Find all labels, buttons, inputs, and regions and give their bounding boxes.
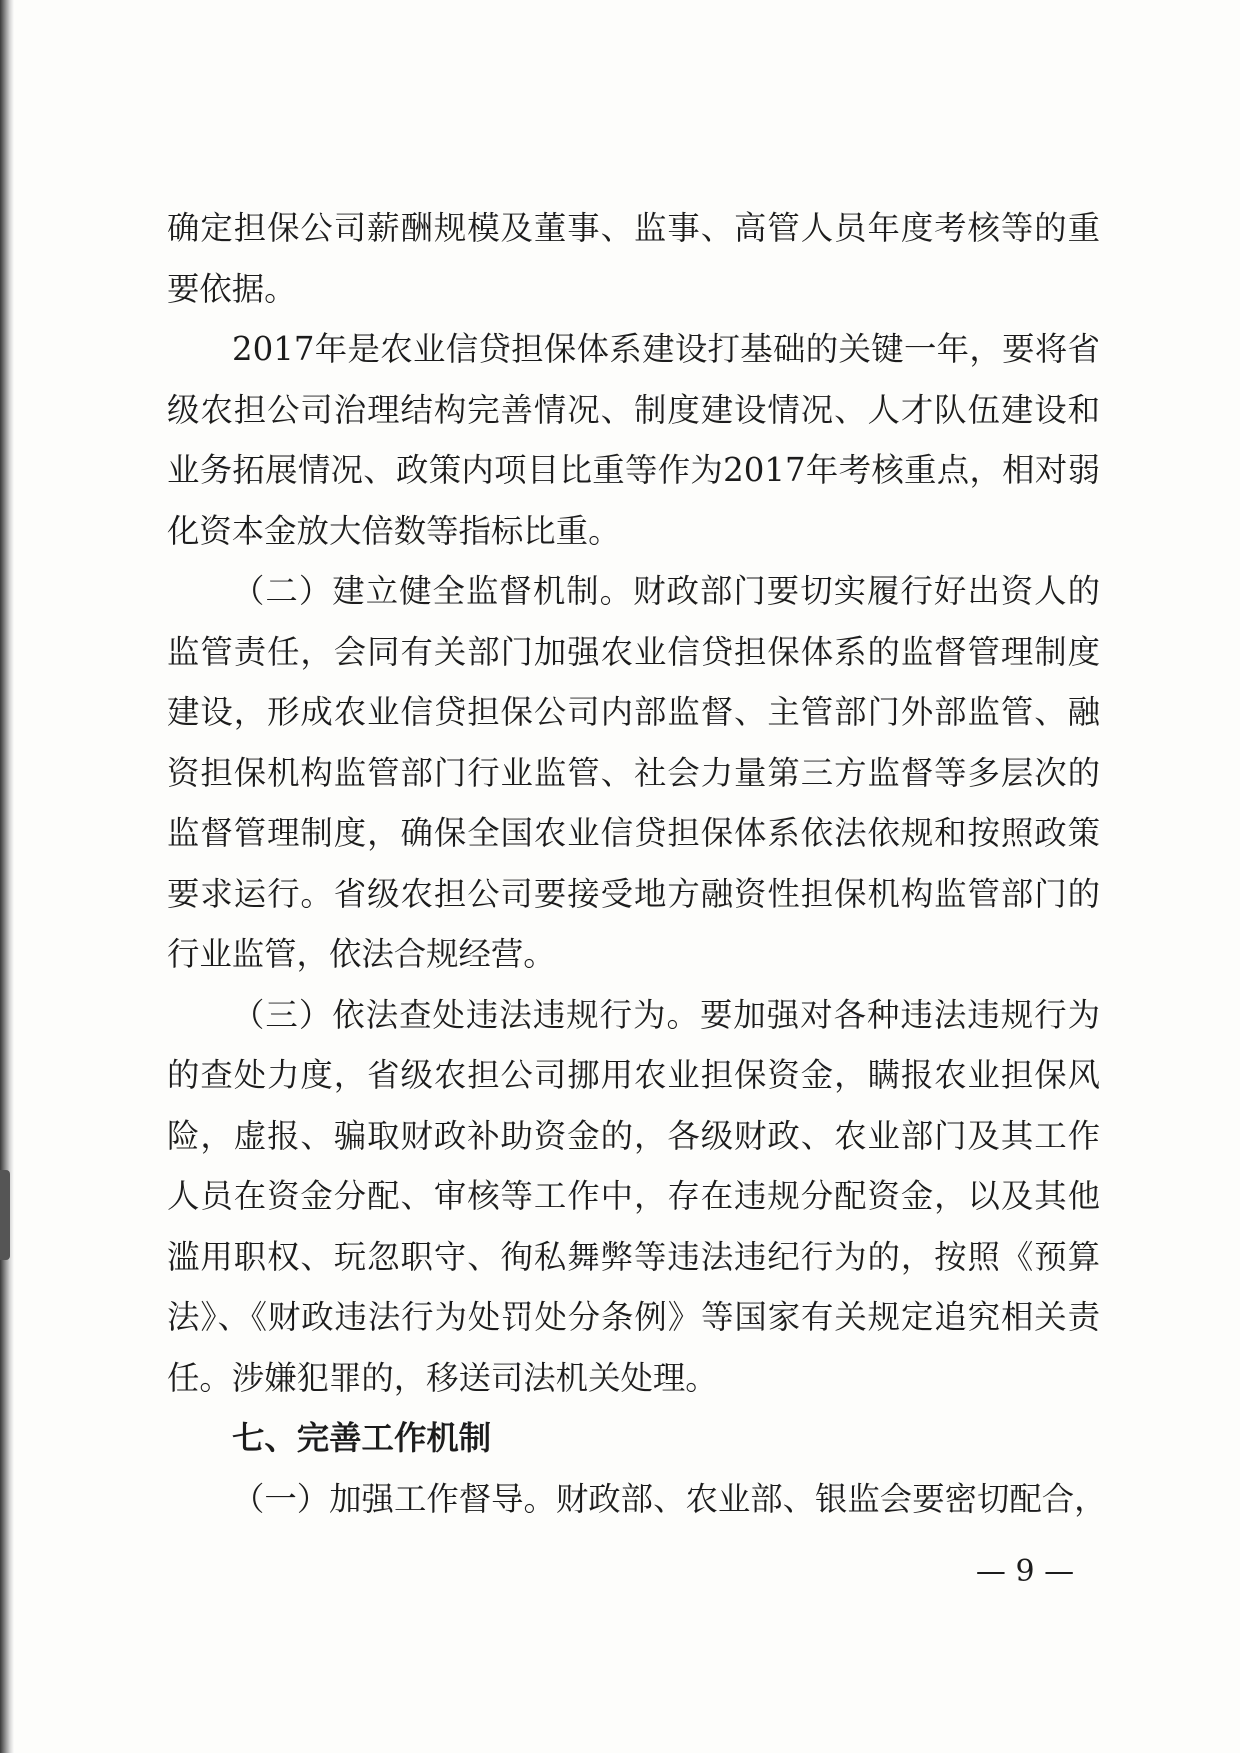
text-line: （二）建立健全监督机制。财政部门要切实履行好出资人的 xyxy=(232,572,1100,610)
text-line: （三）依法查处违法违规行为。要加强对各种违法违规行为 xyxy=(232,995,1100,1034)
text-line: 业务拓展情况、政策内项目比重等作为2017年考核重点，相对弱 xyxy=(167,451,1100,489)
text-line: 监督管理制度，确保全国农业信贷担保体系依法依规和按照政策 xyxy=(167,814,1100,852)
section-heading: 七、完善工作机制 xyxy=(232,1419,492,1457)
text-line: 资担保机构监管部门行业监管、社会力量第三方监督等多层次的 xyxy=(167,753,1100,792)
text-line: 滥用职权、玩忽职守、徇私舞弊等违法违纪行为的，按照《预算 xyxy=(167,1237,1100,1276)
text-line: 要求运行。省级农担公司要接受地方融资性担保机构监管部门的 xyxy=(167,874,1100,913)
text-line: 险，虚报、骗取财政补助资金的，各级财政、农业部门及其工作 xyxy=(167,1116,1100,1155)
scan-edge-mark xyxy=(0,1170,10,1260)
text-line: 监管责任，会同有关部门加强农业信贷担保体系的监督管理制度 xyxy=(167,632,1100,671)
text-line: 法》、《财政违法行为处罚处分条例》等国家有关规定追究相关责 xyxy=(167,1298,1100,1336)
text-line: 建设，形成农业信贷担保公司内部监督、主管部门外部监管、融 xyxy=(167,693,1100,731)
text-line: 行业监管，依法合规经营。 xyxy=(167,935,556,973)
text-line: （一）加强工作督导。财政部、农业部、银监会要密切配合， xyxy=(232,1479,1107,1518)
text-line: 级农担公司治理结构完善情况、制度建设情况、人才队伍建设和 xyxy=(167,390,1100,429)
text-line: 要依据。 xyxy=(167,269,297,308)
text-line: 的查处力度，省级农担公司挪用农业担保资金，瞒报农业担保风 xyxy=(167,1056,1100,1094)
scan-edge-shadow xyxy=(0,0,14,1753)
document-body xyxy=(167,198,1107,1529)
text-line: 化资本金放大倍数等指标比重。 xyxy=(167,511,621,550)
text-line: 任。涉嫌犯罪的，移送司法机关处理。 xyxy=(167,1358,718,1397)
text-line: 2017年是农业信贷担保体系建设打基础的关键一年，要将省 xyxy=(232,330,1100,368)
text-line: 人员在资金分配、审核等工作中，存在违规分配资金，以及其他 xyxy=(167,1177,1100,1215)
page-number: — 9 — xyxy=(975,1554,1075,1589)
text-line: 确定担保公司薪酬规模及董事、监事、高管人员年度考核等的重 xyxy=(167,209,1100,247)
